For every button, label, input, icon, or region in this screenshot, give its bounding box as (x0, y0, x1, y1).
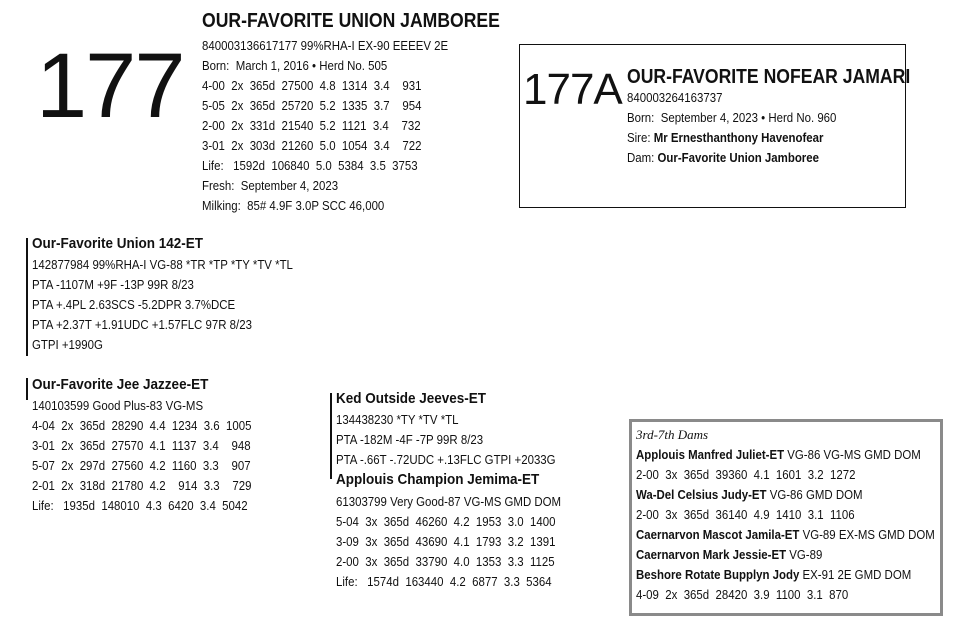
mgs-name: Ked Outside Jeeves-ET (336, 390, 487, 407)
fresh-line: Fresh: September 4, 2023 (202, 178, 339, 193)
calf-sire: Mr Ernesthanthony Havenofear (653, 130, 824, 145)
pedigree-bracket (26, 378, 28, 400)
dam-row: Applouis Manfred Juliet-ET VG-86 VG-MS GMD DOM (636, 447, 921, 462)
pedigree-bracket (26, 238, 28, 356)
animal-details (202, 36, 482, 216)
mgs-line: PTA -.66T -.72UDC +.13FLC GTPI +2033G (336, 452, 556, 467)
granddam-details (336, 492, 592, 592)
calf-id: 840003264163737 (627, 90, 723, 105)
dam-row: Caernarvon Mark Jessie-ET VG-89 (636, 547, 823, 562)
detail-line: Born: March 1, 2016 • Herd No. 505 (202, 58, 388, 73)
calf-born: Born: September 4, 2023 • Herd No. 960 (627, 110, 837, 125)
record-line: 2-00 2x 331d 21540 5.2 1121 3.4 732 (202, 118, 421, 133)
dam-row: Wa-Del Celsius Judy-ET VG-86 GMD DOM (636, 487, 863, 502)
lot-number: 177 (36, 35, 184, 137)
calf-details (627, 88, 865, 168)
calf-name: OUR-FAVORITE NOFEAR JAMARI (627, 66, 911, 88)
dam-row: 4-09 2x 365d 28420 3.9 1100 3.1 870 (636, 587, 849, 602)
mgs-line: 134438230 *TY *TV *TL (336, 412, 459, 427)
dam-record: 5-07 2x 297d 27560 4.2 1160 3.3 907 (32, 458, 251, 473)
sire-line: 142877984 99%RHA-I VG-88 *TR *TP *TY *TV *TL (32, 257, 293, 272)
sire-line: PTA -1107M +9F -13P 99R 8/23 (32, 277, 194, 292)
lifetime-line: Life: 1592d 106840 5.0 5384 3.5 3753 (202, 158, 418, 173)
dam-row: Beshore Rotate Bupplyn Jody EX-91 2E GMD DOM (636, 567, 912, 582)
dam-label: Dam: (627, 150, 655, 165)
dam-record: 4-04 2x 365d 28290 4.4 1234 3.6 1005 (32, 418, 252, 433)
sire-details (32, 255, 329, 355)
calf-dam: Our-Favorite Union Jamboree (657, 150, 819, 165)
calf-sire-line (627, 128, 836, 148)
detail-line: 840003136617177 99%RHA-I EX-90 EEEEV 2E (202, 38, 449, 53)
milking-line: Milking: 85# 4.9F 3.0P SCC 46,000 (202, 198, 385, 213)
granddam-lifetime: Life: 1574d 163440 4.2 6877 3.3 5364 (336, 574, 552, 589)
dam-row: 2-00 3x 365d 36140 4.9 1410 3.1 1106 (636, 507, 855, 522)
record-line: 4-00 2x 365d 27500 4.8 1314 3.4 931 (202, 78, 422, 93)
sire-line: GTPI +1990G (32, 337, 103, 352)
sire-name: Our-Favorite Union 142-ET (32, 235, 204, 252)
pedigree-bracket (330, 393, 332, 479)
sire-line: PTA +2.37T +1.91UDC +1.57FLC 97R 8/23 (32, 317, 252, 332)
mgs-line: PTA -182M -4F -7P 99R 8/23 (336, 432, 484, 447)
granddam-line: 61303799 Very Good-87 VG-MS GMD DOM (336, 494, 562, 509)
dam-record: 3-01 2x 365d 27570 4.1 1137 3.4 948 (32, 438, 251, 453)
dam-name: Our-Favorite Jee Jazzee-ET (32, 376, 209, 393)
dam-lifetime: Life: 1935d 148010 4.3 6420 3.4 5042 (32, 498, 248, 513)
dam-line: 140103599 Good Plus-83 VG-MS (32, 398, 204, 413)
dams-heading: 3rd-7th Dams (636, 427, 709, 442)
dam-row: 2-00 3x 365d 39360 4.1 1601 3.2 1272 (636, 467, 856, 482)
dam-row: Caernarvon Mascot Jamila-ET VG-89 EX-MS GMD DOM (636, 527, 935, 542)
granddam-record: 3-09 3x 365d 43690 4.1 1793 3.2 1391 (336, 534, 556, 549)
dam-record: 2-01 2x 318d 21780 4.2 914 3.3 729 (32, 478, 252, 493)
calf-lot-number: 177A (523, 65, 622, 114)
sire-label: Sire: (627, 130, 651, 145)
sire-line: PTA +.4PL 2.63SCS -5.2DPR 3.7%DCE (32, 297, 236, 312)
granddam-record: 5-04 3x 365d 46260 4.2 1953 3.0 1400 (336, 514, 556, 529)
mgs-details (336, 410, 586, 470)
granddam-name: Applouis Champion Jemima-ET (336, 471, 540, 488)
record-line: 3-01 2x 303d 21260 5.0 1054 3.4 722 (202, 138, 422, 153)
animal-name: OUR-FAVORITE UNION JAMBOREE (202, 10, 500, 32)
dams-list (636, 425, 940, 605)
granddam-record: 2-00 3x 365d 33790 4.0 1353 3.3 1125 (336, 554, 555, 569)
dam-details (32, 396, 281, 516)
record-line: 5-05 2x 365d 25720 5.2 1335 3.7 954 (202, 98, 422, 113)
calf-dam-line (627, 148, 836, 168)
